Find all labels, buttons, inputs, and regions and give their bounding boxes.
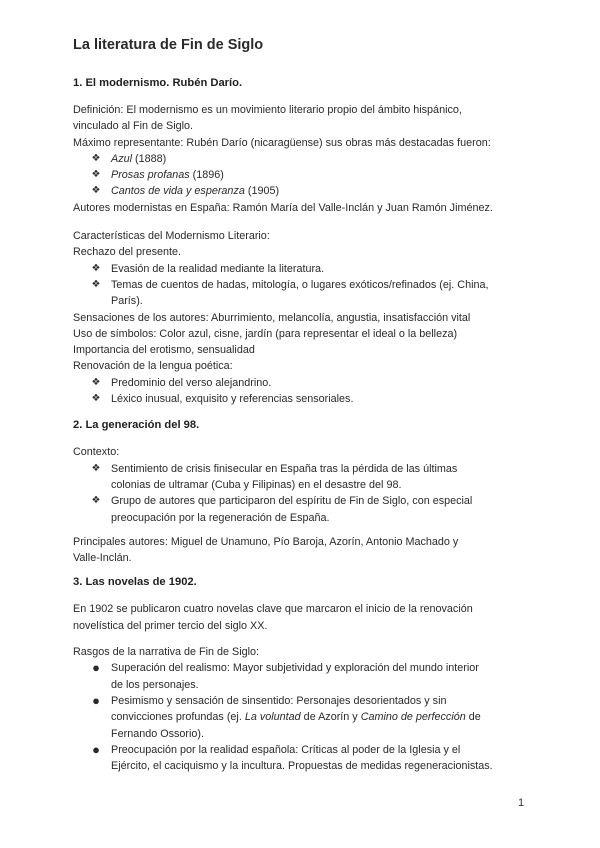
dot-bullet-icon: ● <box>92 741 100 757</box>
diamond-bullet-icon: ❖ <box>91 376 101 388</box>
eroticism: Importancia del erotismo, sensualidad <box>73 344 255 357</box>
rejection-list <box>73 261 533 310</box>
list-item <box>73 183 533 199</box>
max-representative: Máximo representante: Rubén Darío (nicaragüense) sus obras más destacadas fueron: <box>73 136 491 149</box>
main-authors: Principales autores: Miguel de Unamuno, Pío Baroja, Azorín, Antonio Machado y <box>73 535 459 548</box>
poetic-renewal-heading: Renovación de la lengua poética: <box>73 360 233 373</box>
rejection-heading: Rechazo del presente. <box>73 246 182 259</box>
main-authors: Valle-Inclán. <box>73 552 132 565</box>
diamond-bullet-icon: ❖ <box>91 495 101 507</box>
dot-bullet-icon: ● <box>92 660 100 676</box>
diamond-bullet-icon: ❖ <box>91 393 101 405</box>
dot-bullet-icon: ● <box>92 692 100 708</box>
section-1-heading: 1. El modernismo. Rubén Darío. <box>73 77 243 89</box>
section-3-heading: 3. Las novelas de 1902. <box>73 576 197 589</box>
context-heading: Contexto: <box>73 446 120 459</box>
traits-list <box>73 660 533 774</box>
section-2-heading: 2. La generación del 98. <box>73 419 200 432</box>
diamond-bullet-icon: ❖ <box>91 169 101 181</box>
diamond-bullet-icon: ❖ <box>91 185 101 197</box>
novel-title: Camino de perfección <box>360 711 466 724</box>
page-number: 1 <box>518 797 525 809</box>
context-list <box>73 461 533 526</box>
list-item <box>73 167 533 183</box>
work-title: Prosas profanas <box>111 169 190 182</box>
novels-intro: novelística del primer tercio del siglo XX. <box>73 619 268 632</box>
symbols-usage: Uso de símbolos: Color azul, cisne, jardín (para representar el ideal o la belleza) <box>73 327 458 340</box>
renewal-list <box>73 375 533 408</box>
traits-heading: Rasgos de la narrativa de Fin de Siglo: <box>73 646 260 659</box>
list-item: ❖ Predominio del verso alejandrino. <box>73 375 533 391</box>
list-item <box>73 151 533 167</box>
author-feelings: Sensaciones de los autores: Aburrimiento, melancolía, angustia, insatisfacción vital <box>73 311 471 324</box>
novel-title: La voluntad <box>244 711 301 724</box>
work-year: (1905) <box>247 185 280 198</box>
work-title: Azul <box>111 152 133 165</box>
document-title: La literatura de Fin de Siglo <box>73 37 264 53</box>
characteristics-title: Características del Modernismo Literario: <box>73 230 270 243</box>
definition-line: Definición: El modernismo es un movimiento literario propio del ámbito hispánico, <box>73 104 462 116</box>
diamond-bullet-icon: ❖ <box>91 262 101 274</box>
list-item: ❖ Temas de cuentos de hadas, mitología, o lugares exóticos/refinados (ej. China, París). <box>73 277 533 310</box>
diamond-bullet-icon: ❖ <box>91 152 101 164</box>
work-year: (1888) <box>135 152 167 165</box>
page-content <box>73 36 533 774</box>
work-title: Cantos de vida y esperanza <box>111 185 245 198</box>
list-item: ❖ Evasión de la realidad mediante la literatura. <box>73 261 533 277</box>
diamond-bullet-icon: ❖ <box>91 278 101 290</box>
work-year: (1896) <box>192 169 224 182</box>
list-item: ● Preocupación por la realidad española: Críticas al poder de la Iglesia y el Ejército, el caciquismo y la incultura. Propuestas de medidas regeneracionistas. <box>73 742 533 775</box>
list-item: ❖ Sentimiento de crisis finisecular en España tras la pérdida de las últimas colonias de ultramar (Cuba y Filipinas) en el desastre del 98. <box>73 461 533 494</box>
definition-line: vinculado al Fin de Siglo. <box>73 120 194 133</box>
diamond-bullet-icon: ❖ <box>91 462 101 474</box>
list-item: ❖ Grupo de autores que participaron del espíritu de Fin de Siglo, con especial preocupación por la regeneración de España. <box>73 493 533 526</box>
list-item: ● Superación del realismo: Mayor subjetividad y exploración del mundo interior de los personajes. <box>73 660 533 693</box>
spanish-modernist-authors: Autores modernistas en España: Ramón María del Valle-Inclán y Juan Ramón Jiménez. <box>73 201 493 214</box>
works-list <box>73 151 533 200</box>
list-item: ❖ Léxico inusual, exquisito y referencias sensoriales. <box>73 391 533 407</box>
list-item: ● Pesimismo y sensación de sinsentido: Personajes desorientados y sin convicciones profundas (ej. La voluntad de Azorín y Camino de perfección de Fernando Ossorio). <box>73 693 533 742</box>
novels-intro: En 1902 se publicaron cuatro novelas clave que marcaron el inicio de la renovación <box>73 603 473 616</box>
